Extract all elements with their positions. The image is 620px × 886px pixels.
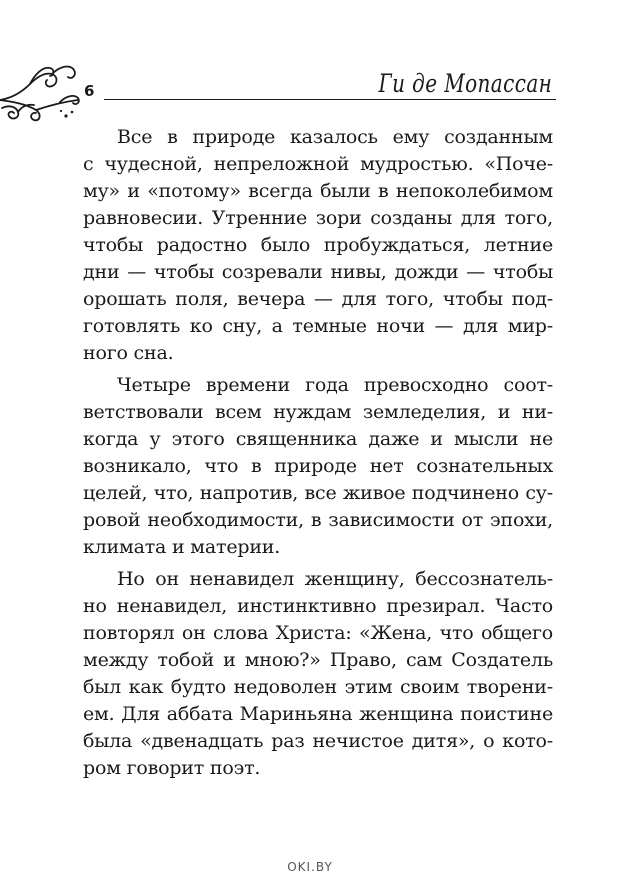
text-line: ветствовали всем нуждам земледелия, и ни- (83, 401, 553, 423)
text-line: ровой необходимости, в зависимости от эпохи, (83, 509, 553, 531)
text-line: равновесии. Утренние зори созданы для того, (83, 207, 553, 229)
page-header (0, 58, 620, 128)
text-line: Все в природе казалось ему созданным (117, 126, 553, 148)
text-line: орошать поля, вечера — для того, чтобы под- (83, 288, 553, 310)
text-line: Четыре времени года превосходно соот- (117, 374, 553, 396)
text-line: чтобы радостно было пробуждаться, летние (83, 234, 553, 256)
text-line: ного сна. (83, 342, 174, 364)
text-line: му» и «потому» всегда были в непоколебимом (83, 180, 553, 202)
text-line: ем. Для аббата Мариньяна женщина поистине (83, 703, 553, 725)
text-line: готовлять ко сну, а темные ночи — для мир- (83, 315, 553, 337)
paragraph-2 (83, 372, 553, 561)
text-line: была «двенадцать раз нечистое дитя», о кото- (83, 730, 553, 752)
text-line: с чудесной, непреложной мудростью. «Поче- (83, 153, 553, 175)
paragraph-3 (83, 566, 553, 782)
flourish-ornament-icon (0, 58, 90, 128)
text-line: но ненавидел, инстинктивно презирал. Часто (83, 595, 553, 617)
watermark: OKI.BY (287, 860, 333, 874)
text-line: ром говорит поэт. (83, 757, 261, 779)
text-line: между тобой и мною?» Право, сам Создатель (83, 649, 553, 671)
running-title: Ги де Мопассан (378, 69, 552, 98)
text-line: повторял он слова Христа: «Жена, что общего (83, 622, 553, 644)
paragraph-1 (83, 124, 553, 367)
page-number: 6 (84, 82, 95, 100)
text-line: когда у этого священника даже и мысли не (83, 428, 553, 450)
text-line: дни — чтобы созревали нивы, дожди — чтобы (83, 261, 553, 283)
text-line: был как будто недоволен этим своим творени- (83, 676, 553, 698)
header-rule (104, 99, 556, 100)
text-line: возникало, что в природе нет сознательных (83, 455, 553, 477)
text-line: Но он ненавидел женщину, бессознатель- (117, 568, 553, 590)
body-text (83, 124, 553, 787)
text-line: целей, что, напротив, все живое подчинено су- (83, 482, 553, 504)
text-line: климата и материи. (83, 536, 281, 558)
